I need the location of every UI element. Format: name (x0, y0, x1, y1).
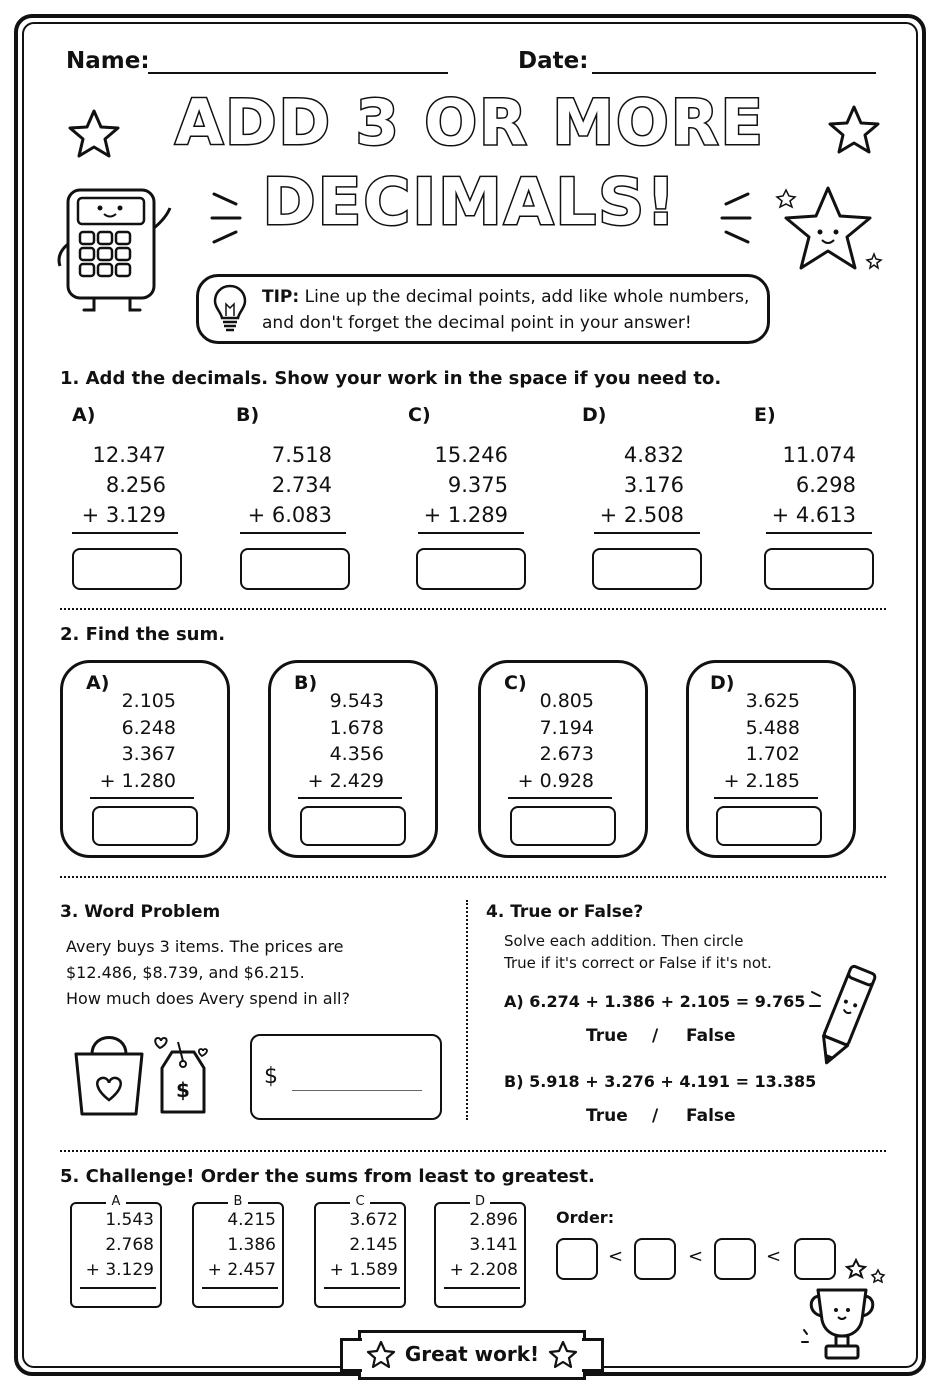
s1-d-answer-box[interactable] (592, 548, 702, 590)
s2-b-n2: 1.678 (329, 717, 384, 739)
s3-dollar-sign: $ (264, 1064, 278, 1089)
s1-b-rule (240, 532, 346, 534)
s1-a-n1: 12.347 (92, 443, 166, 467)
divider-3 (60, 1150, 886, 1152)
calculator-icon (54, 184, 184, 318)
s1-c-n1: 15.246 (434, 443, 508, 467)
s1-b-answer-box[interactable] (240, 548, 350, 590)
s1-c-n3: + 1.289 (423, 503, 508, 527)
s3-line-3: How much does Avery spend in all? (66, 989, 350, 1008)
s1-b-n1: 7.518 (271, 443, 332, 467)
s2-d-n1: 3.625 (745, 690, 800, 712)
order-box-2[interactable] (634, 1238, 676, 1280)
s3-line-1: Avery buys 3 items. The prices are (66, 937, 344, 956)
s2-d-rule (714, 797, 818, 799)
date-label: Date: (518, 48, 589, 74)
s1-b-n2: 2.734 (271, 473, 332, 497)
s2-a-n2: 6.248 (121, 717, 176, 739)
s4-equation-b: B) 5.918 + 3.276 + 4.191 = 13.385 (504, 1072, 817, 1091)
date-field[interactable] (592, 72, 876, 74)
s5-d-n1: 2.896 (469, 1210, 518, 1230)
less-than-2: < (688, 1246, 704, 1267)
s1-letter-b: B) (236, 404, 260, 426)
s1-c-rule (418, 532, 524, 534)
section-3-title: 3. Word Problem (60, 902, 221, 922)
s5-a-letter: A (106, 1194, 126, 1209)
s1-c-n2: 9.375 (447, 473, 508, 497)
title-line-2: DECIMALS! (262, 166, 678, 240)
s5-a-n3: + 3.129 (85, 1260, 154, 1280)
s2-a-n1: 2.105 (121, 690, 176, 712)
s2-b-n4: + 2.429 (307, 770, 384, 792)
s1-letter-c: C) (408, 404, 431, 426)
banner-ribbon-right (582, 1338, 604, 1372)
s1-d-rule (594, 532, 700, 534)
order-label: Order: (556, 1208, 615, 1227)
s3-answer-box[interactable] (250, 1034, 442, 1120)
sparkle-icon-right (712, 186, 756, 252)
s2-a-rule (90, 797, 194, 799)
tip-label: TIP: (262, 287, 300, 307)
s1-a-n2: 8.256 (105, 473, 166, 497)
s2-b-rule (298, 797, 402, 799)
section-2-title: 2. Find the sum. (60, 624, 226, 645)
s5-b-n1: 4.215 (227, 1210, 276, 1230)
section-5-title: 5. Challenge! Order the sums from least to greatest. (60, 1166, 595, 1187)
s5-b-n3: + 2.457 (207, 1260, 276, 1280)
star-mascot-icon (770, 180, 890, 280)
s4-b-sep: / (652, 1106, 659, 1126)
s5-c-n2: 2.145 (349, 1235, 398, 1255)
s4-instr-2: True if it's correct or False if it's not. (504, 954, 772, 972)
s1-letter-d: D) (582, 404, 607, 426)
s1-e-n3: + 4.613 (771, 503, 856, 527)
s4-a-true[interactable]: True (586, 1026, 628, 1046)
s2-b-n1: 9.543 (329, 690, 384, 712)
s4-b-false[interactable]: False (686, 1106, 736, 1126)
s2-c-n4: + 0.928 (517, 770, 594, 792)
s5-d-rule (444, 1287, 520, 1289)
s2-a-n3: 3.367 (121, 743, 176, 765)
s2-b-n3: 4.356 (329, 743, 384, 765)
s2-c-n1: 0.805 (539, 690, 594, 712)
s1-b-n3: + 6.083 (247, 503, 332, 527)
s2-a-answer-box[interactable] (92, 806, 198, 846)
order-box-3[interactable] (714, 1238, 756, 1280)
s3-line-2: $12.486, $8.739, and $6.215. (66, 963, 305, 982)
s2-d-answer-box[interactable] (716, 806, 822, 846)
s5-d-letter: D (470, 1194, 490, 1209)
s1-e-n2: 6.298 (795, 473, 856, 497)
s5-c-rule (324, 1287, 400, 1289)
s2-letter-d: D) (710, 672, 735, 694)
s4-a-sep: / (652, 1026, 659, 1046)
s5-b-letter: B (228, 1194, 248, 1209)
s1-c-answer-box[interactable] (416, 548, 526, 590)
s1-e-answer-box[interactable] (764, 548, 874, 590)
s2-c-rule (508, 797, 612, 799)
s2-c-n3: 2.673 (539, 743, 594, 765)
s5-c-n3: + 1.589 (329, 1260, 398, 1280)
banner-star-icon-right (548, 1340, 578, 1370)
s2-c-n2: 7.194 (539, 717, 594, 739)
section-1-title: 1. Add the decimals. Show your work in the space if you need to. (60, 368, 722, 389)
divider-2 (60, 876, 886, 878)
less-than-1: < (608, 1246, 624, 1267)
s1-e-n1: 11.074 (782, 443, 856, 467)
divider-1 (60, 608, 886, 610)
s2-c-answer-box[interactable] (510, 806, 616, 846)
vertical-divider (466, 900, 468, 1120)
order-box-1[interactable] (556, 1238, 598, 1280)
s1-a-n3: + 3.129 (81, 503, 166, 527)
s1-d-n3: + 2.508 (599, 503, 684, 527)
name-field[interactable] (148, 72, 448, 74)
s4-instr-1: Solve each addition. Then circle (504, 932, 744, 950)
s2-letter-b: B) (294, 672, 318, 694)
tip-line-1 (262, 284, 762, 310)
s4-a-false[interactable]: False (686, 1026, 736, 1046)
s2-d-n3: 1.702 (745, 743, 800, 765)
s4-equation-a: A) 6.274 + 1.386 + 2.105 = 9.765 (504, 992, 806, 1011)
s2-letter-a: A) (86, 672, 110, 694)
s5-a-n2: 2.768 (105, 1235, 154, 1255)
pencil-icon (806, 962, 882, 1072)
star-icon-left (66, 108, 122, 160)
tip-line-1-text: Line up the decimal points, add like whole numbers, (299, 287, 750, 307)
star-icon-right (826, 104, 882, 156)
s1-a-rule (72, 532, 178, 534)
s5-a-n1: 1.543 (105, 1210, 154, 1230)
s5-c-n1: 3.672 (349, 1210, 398, 1230)
section-4-title: 4. True or False? (486, 902, 644, 922)
s2-b-answer-box[interactable] (300, 806, 406, 846)
tip-line-2: and don't forget the decimal point in your answer! (262, 313, 692, 333)
s2-letter-c: C) (504, 672, 527, 694)
s1-e-rule (766, 532, 872, 534)
sparkle-icon-left (206, 186, 250, 252)
s1-d-n1: 4.832 (623, 443, 684, 467)
less-than-3: < (766, 1246, 782, 1267)
s3-answer-line[interactable] (292, 1090, 422, 1091)
s2-a-n4: + 1.280 (99, 770, 176, 792)
s5-d-n2: 3.141 (469, 1235, 518, 1255)
s5-c-letter: C (350, 1194, 370, 1209)
s5-b-n2: 1.386 (227, 1235, 276, 1255)
banner-ribbon-left (340, 1338, 362, 1372)
banner-star-icon-left (366, 1340, 396, 1370)
banner-text: Great work! (404, 1342, 540, 1366)
s1-d-n2: 3.176 (623, 473, 684, 497)
name-label: Name: (66, 48, 150, 74)
trophy-icon (796, 1250, 892, 1368)
s5-b-rule (202, 1287, 278, 1289)
s1-a-answer-box[interactable] (72, 548, 182, 590)
s2-d-n4: + 2.185 (723, 770, 800, 792)
price-tag-symbol: $ (176, 1078, 190, 1102)
s5-a-rule (80, 1287, 156, 1289)
s2-d-n2: 5.488 (745, 717, 800, 739)
s1-letter-a: A) (72, 404, 96, 426)
title-line-1: ADD 3 OR MORE (175, 86, 765, 159)
s1-letter-e: E) (754, 404, 776, 426)
shopping-bag-icon (66, 1024, 152, 1120)
lightbulb-icon (210, 280, 250, 334)
s4-b-true[interactable]: True (586, 1106, 628, 1126)
s5-d-n3: + 2.208 (449, 1260, 518, 1280)
